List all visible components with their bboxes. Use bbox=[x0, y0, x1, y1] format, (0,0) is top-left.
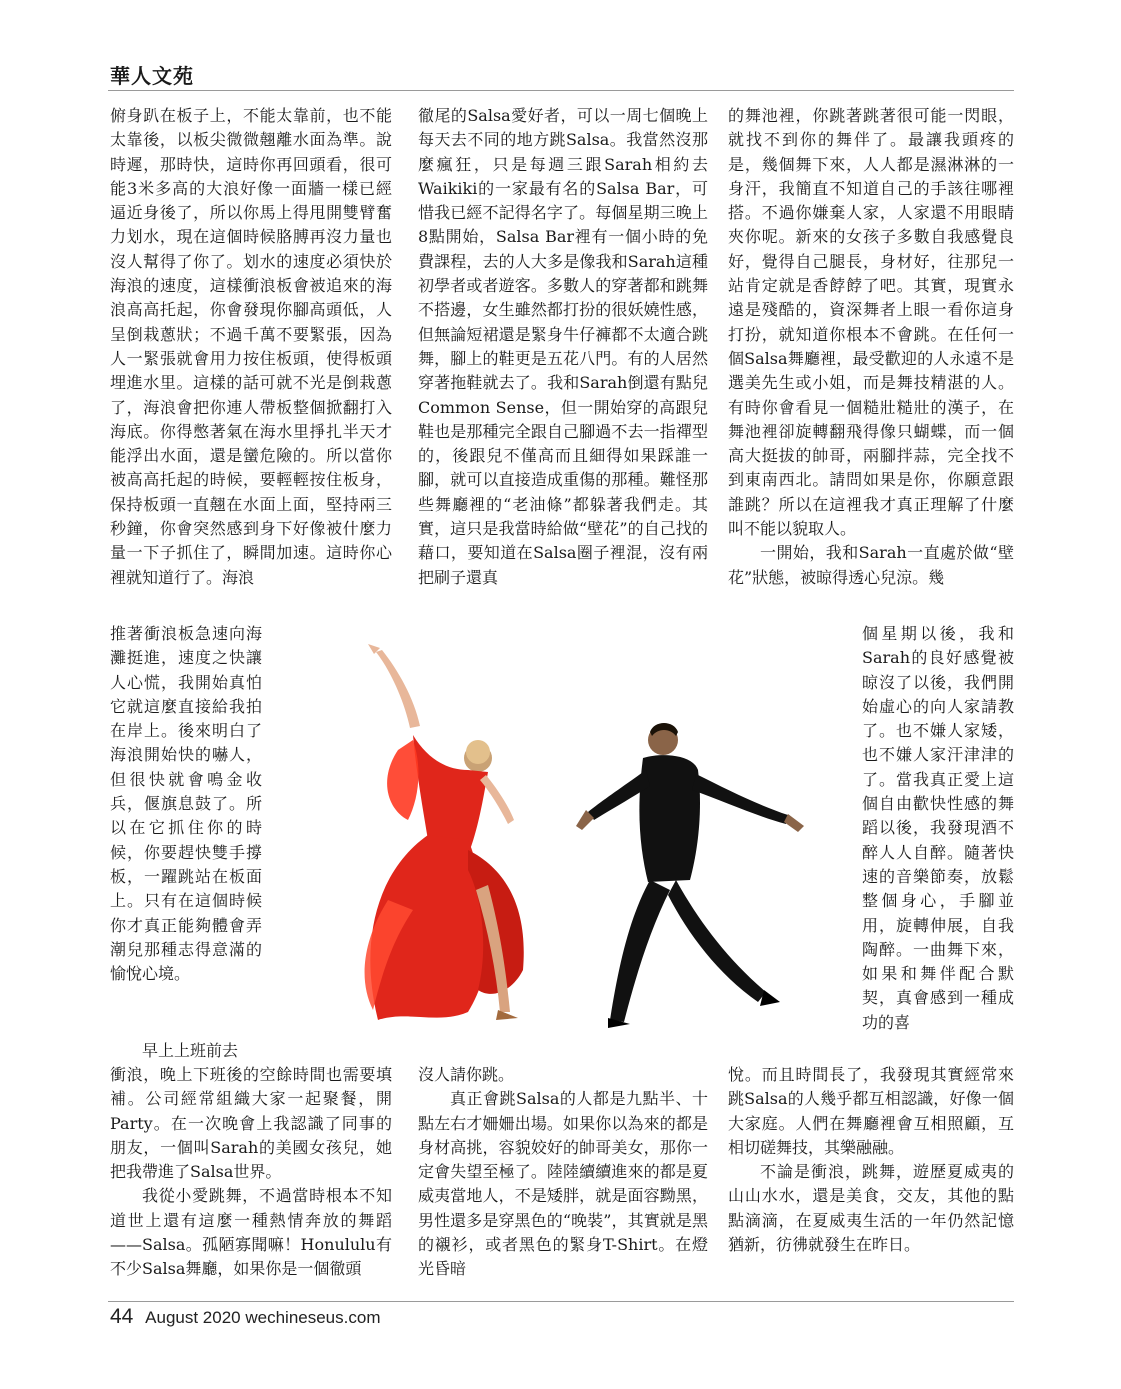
issue-date: August 2020 bbox=[145, 1308, 241, 1327]
paragraph: 個星期以後，我和Sarah的良好感覺被晾沒了以後，我們開始虛心的向人家請教了。也不嫌人家矮，也不嫌人家汗津津的了。當我真正愛上這個自由歡快性感的舞蹈以後，我發現酒不醉人人自醉。隨著快速的音樂節奏，放鬆整個身心，手腳並用，旋轉伸展，自我陶醉。一曲舞下來，如果和舞伴配合默契，真會感到一種成功的喜 bbox=[862, 624, 1014, 1032]
female-dancer-figure bbox=[365, 644, 524, 1020]
page-footer bbox=[110, 1305, 380, 1329]
header-divider bbox=[108, 90, 1014, 91]
salsa-dancers-photo bbox=[318, 640, 848, 1040]
paragraph: 的舞池裡，你跳著跳著很可能一閃眼，就找不到你的舞伴了。最讓我頭疼的是，幾個舞下來，人人都是濕淋淋的一身汗，我簡直不知道自己的手該往哪裡搭。不過你嫌棄人家，人家還不用眼睛夾你呢。新來的女孩子多數自我感覺良好，覺得自己腿長，身材好，往那兒一站肯定就是香餑餑了吧。其實，現實永遠是殘酷的，資深舞者上眼一看你這身打扮，就知道你根本不會跳。在任何一個Salsa舞廳裡，最受歡迎的人永遠不是選美先生或小姐，而是舞技精湛的人。有時你會看見一個糙壯糙壯的漢子，在舞池裡卻旋轉翻飛得像只蝴蝶，而一個高大挺拔的帥哥，兩腳拌蒜，完全找不到東南西北。請問如果是你，你願意跟誰跳？所以在這裡我才真正理解了什麼叫不能以貌取人。 bbox=[728, 106, 1014, 539]
paragraph: 一開始，我和Sarah一直處於做“壁花”狀態，被晾得透心兒涼。幾 bbox=[728, 543, 1014, 587]
paragraph: 不論是衝浪，跳舞，遊歷夏威夷的山山水水，還是美食，交友，其他的點點滴滴，在夏威夷生活的一年仍然記憶猶新，彷彿就發生在昨日。 bbox=[728, 1162, 1014, 1255]
article-column-3-wrap bbox=[862, 622, 1014, 1035]
section-title: 華人文苑 bbox=[110, 64, 194, 88]
male-dancer-figure bbox=[576, 723, 804, 1028]
paragraph: 沒人請你跳。 bbox=[418, 1065, 515, 1084]
paragraph: 推著衝浪板急速向海灘挺進，速度之快讓人心慌，我開始真怕它就這麼直接給我拍在岸上。後來明白了海浪開始快的嚇人，但很快就會鳴金收兵，偃旗息鼓了。所以在它抓住你的時候，你要趕快雙手撐板，一躍跳站在板面上。只有在這個時候你才真正能夠體會弄潮兒那種志得意滿的愉悅心境。 bbox=[110, 624, 262, 984]
paragraph: 俯身趴在板子上，不能太靠前，也不能太靠後，以板尖微微翹離水面為準。說時遲，那時快，這時你再回頭看，很可能3米多高的大浪好像一面牆一樣已經逼近身後了，所以你馬上得甩開雙臂奮力划水，現在這個時候胳膊再沒力量也沒人幫得了你了。划水的速度必須快於海浪的速度，這樣衝浪板會被追來的海浪高高托起，你會發現你腳高頭低，人呈倒栽蔥狀；不過千萬不要緊張，因為人一緊張就會用力按住板頭，使得板頭埋進水里。這樣的話可就不光是倒栽蔥了，海浪會把你連人帶板整個掀翻打入海底。你得憋著氣在海水里掙扎半天才能浮出水面，還是蠻危險的。所以當你被高高托起的時候，要輕輕按住板身，保持板頭一直翹在水面上面，堅持兩三秒鐘，你會突然感到身下好像被什麼力量一下子抓住了，瞬間加速。這時你心裡就知道行了。海浪 bbox=[110, 106, 392, 587]
website: wechineseus.com bbox=[245, 1308, 381, 1327]
article-column-1-indent-line bbox=[110, 1039, 262, 1063]
article-column-1-top bbox=[110, 104, 392, 590]
paragraph: 我從小愛跳舞，不過當時根本不知道世上還有這麼一種熱情奔放的舞蹈——Salsa。孤陋寡聞嘛！Honululu有不少Salsa舞廳，如果你是一個徹頭 bbox=[110, 1186, 392, 1279]
paragraph: 真正會跳Salsa的人都是九點半、十點左右才姍姍出場。如果你以為來的都是身材高挑，容貌姣好的帥哥美女，那你一定會失望至極了。陸陸續續進來的都是夏威夷當地人，不是矮胖，就是面容黝黑，男性還多是穿黑色的“晚裝”，其實就是黑的襯衫，或者黑色的緊身T-Shirt。在燈光昏暗 bbox=[418, 1089, 708, 1279]
article-column-2-bottom bbox=[418, 1063, 708, 1282]
paragraph: 衝浪，晚上下班後的空餘時間也需要填補。公司經常組織大家一起聚餐，開Party。在一次晚會上我認識了同事的朋友，一個叫Sarah的美國女孩兒，她把我帶進了Salsa世界。 bbox=[110, 1065, 392, 1182]
paragraph: 悅。而且時間長了，我發現其實經常來跳Salsa的人幾乎都互相認識，好像一個大家庭。人們在舞廳裡會互相照顧，互相切磋舞技，其樂融融。 bbox=[728, 1065, 1014, 1157]
footer-divider bbox=[108, 1301, 1014, 1302]
article-column-1-wrap bbox=[110, 622, 262, 986]
paragraph: 早上上班前去 bbox=[142, 1041, 239, 1060]
article-column-3-bottom bbox=[728, 1063, 1014, 1257]
page-number: 44 bbox=[110, 1305, 134, 1328]
article-column-1-bottom bbox=[110, 1063, 392, 1282]
paragraph: 徹尾的Salsa愛好者，可以一周七個晚上每天去不同的地方跳Salsa。我當然沒那麼瘋狂，只是每週三跟Sarah相約去Waikiki的一家最有名的Salsa Bar，可惜我已經不記得名字了。每個星期三晚上8點開始，Salsa Bar裡有一個小時的免費課程，去的人大多是像我和Sarah這種初學者或者遊客。多數人的穿著都和跳舞不搭邊，女生雖然都打扮的很妖嬈性感，但無論短裙還是緊身牛仔褲都不太適合跳舞，腳上的鞋更是五花八門。有的人居然穿著拖鞋就去了。我和Sarah倒還有點兒Common Sense，但一開始穿的高跟兒鞋也是那種完全跟自己腳過不去一指禪型的，後跟兒不僅高而且細得如果踩誰一腳，就可以直接造成重傷的那種。難怪那些舞廳裡的“老油條”都躲著我們走。其實，這只是我當時給做“壁花”的自己找的藉口，要知道在Salsa圈子裡混，沒有兩把刷子還真 bbox=[418, 106, 708, 587]
article-column-2-top bbox=[418, 104, 708, 590]
article-column-3-top bbox=[728, 104, 1014, 590]
